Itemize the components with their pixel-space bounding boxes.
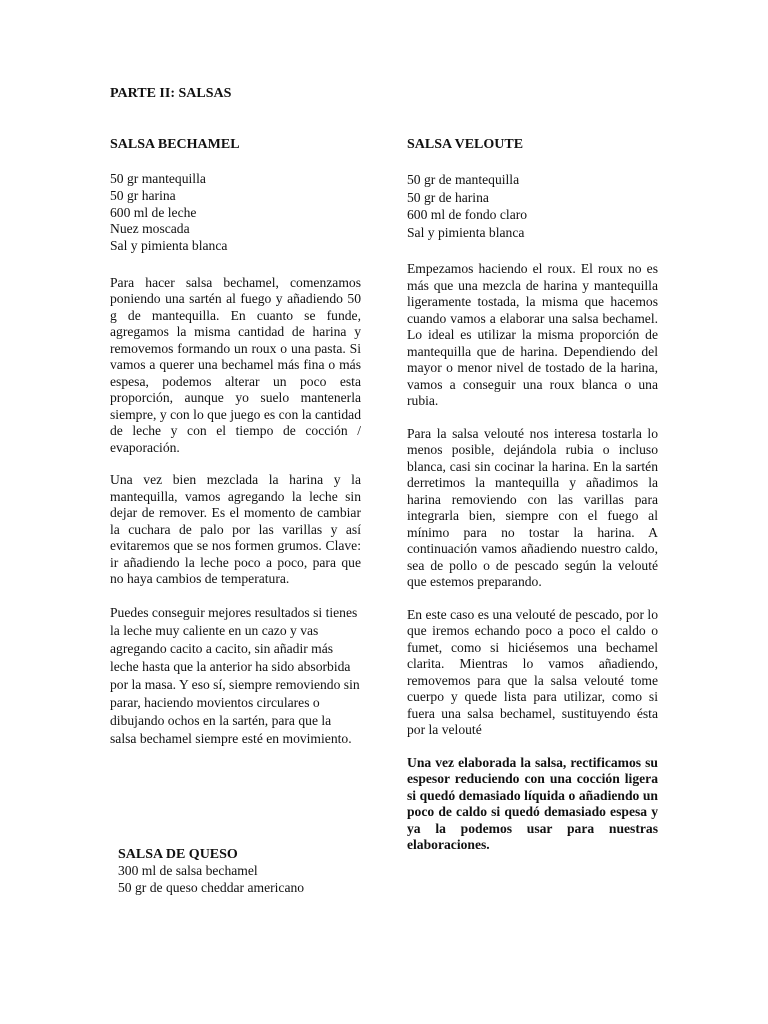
ingredient-item: 50 gr de mantequilla [407, 172, 520, 187]
ingredient-item: Nuez moscada [110, 221, 190, 237]
bechamel-paragraph-1: Para hacer salsa bechamel, comenzamos poniendo una sartén al fuego y añadiendo 50 g de mantequilla. En cuanto se funde, agregamos la misma cantidad de harina y removemos formando un roux o una pasta. Si vamos a querer una bechamel más fina o más espesa, podemos alterar un poco esta proporción, aunque yo suelo mantenerla siempre, y con lo que juego es con la cantidad de leche y con el tiempo de cocción / evaporación. [110, 274, 361, 455]
ingredient-item: 50 gr mantequilla [110, 171, 206, 186]
ingredient-item: Sal y pimienta blanca [407, 224, 525, 240]
veloute-ingredients [407, 171, 658, 241]
bechamel-paragraph-3: Puedes conseguir mejores resultados si tienes la leche muy caliente en un cazo y vas agregando cacito a cacito, sin añadir más leche hasta que la anterior ha sido absorbida por la masa. Y eso sí, siempre removiendo sin parar, haciendo movientos circulares o dibujando ochos en la sartén, para que la salsa bechamel siempre esté en movimiento. [110, 604, 360, 746]
ingredient-item: 50 gr de queso cheddar americano [118, 879, 305, 895]
queso-section [118, 846, 378, 896]
ingredient-item: 50 gr harina [110, 187, 176, 203]
veloute-paragraph-4: Una vez elaborada la salsa, rectificamos su espesor reduciendo con una cocción ligera si quedó demasiado líquida o añadiendo un poco de caldo si quedó demasiado espesa y ya la podemos usar para nuestras elaboraciones. [407, 754, 658, 853]
veloute-section [407, 136, 658, 854]
bechamel-paragraph-2: Una vez bien mezclada la harina y la mantequilla, vamos agregando la leche sin dejar de remover. Es el momento de cambiar la cuchara de palo por las varillas y así evitaremos que se nos formen grumos. Clave: ir añadiendo la leche poco a poco, para que no haya cambios de temperatura. [110, 472, 361, 587]
bechamel-section [110, 136, 361, 748]
bechamel-ingredients [110, 171, 361, 255]
ingredient-item: 600 ml de leche [110, 204, 197, 220]
queso-ingredients [118, 863, 378, 896]
veloute-heading: SALSA VELOUTE [407, 137, 524, 152]
page-title: PARTE II: SALSAS [110, 86, 232, 101]
ingredient-item: Sal y pimienta blanca [110, 238, 228, 254]
bechamel-heading: SALSA BECHAMEL [110, 137, 240, 152]
ingredient-item: 50 gr de harina [407, 189, 489, 205]
ingredient-item: 600 ml de fondo claro [407, 207, 528, 223]
veloute-paragraph-3: En este caso es una velouté de pescado, por lo que iremos echando poco a poco el caldo o fumet, como si hiciésemos una bechamel clarita. Mientras lo vamos añadiendo, removemos para que la salsa velouté tome cuerpo y quede lista para utilizar, como si fuera una salsa bechamel, sustituyendo ésta por la velouté [407, 606, 658, 738]
queso-heading: SALSA DE QUESO [118, 847, 238, 862]
veloute-paragraph-1: Empezamos haciendo el roux. El roux no es más que una mezcla de harina y mantequilla ligeramente tostada, la misma que hacemos cuando vamos a elaborar una salsa bechamel. Lo ideal es utilizar la misma proporción de mantequilla que de harina. Dependiendo del mayor o menor nivel de tostado de la harina, vamos a conseguir una roux blanca o una rubia. [407, 261, 658, 409]
ingredient-item: 300 ml de salsa bechamel [118, 863, 258, 878]
veloute-paragraph-2: Para la salsa velouté nos interesa tostarla lo menos posible, dejándola rubia o incluso blanca, casi sin cocinar la harina. En la sartén derretimos la mantequilla y añadimos la harina removiendo con las varillas para integrarla bien, siempre con el fuego al mínimo para no tostar la harina. A continuación vamos añadiendo nuestro caldo, sea de pollo o de pescado según la velouté que estemos preparando. [407, 425, 658, 590]
